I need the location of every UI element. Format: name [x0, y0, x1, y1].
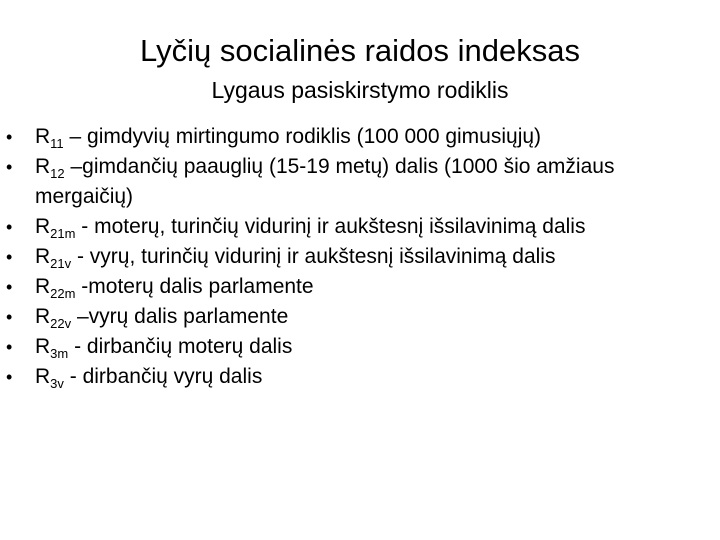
bullet-icon: • — [6, 307, 13, 327]
bullet-list — [0, 122, 720, 392]
bullet-item — [0, 152, 720, 212]
indicator-description: – gimdyvių mirtingumo rodiklis (100 000 gimusiųjų) — [63, 125, 542, 148]
indicator-description: -moterų dalis parlamente — [75, 275, 314, 298]
bullet-icon: • — [6, 247, 13, 267]
indicator-subscript: 3v — [50, 376, 64, 391]
indicator-description: –gimdančių paauglių (15-19 metų) dalis (1000 šio amžiaus mergaičių) — [35, 155, 615, 208]
slide-title: Lyčių socialinės raidos indeksas — [140, 33, 580, 68]
indicator-symbol: R — [35, 275, 51, 298]
indicator-subscript: 3m — [50, 346, 69, 361]
indicator-symbol: R — [35, 245, 51, 268]
indicator-description: - moterų, turinčių vidurinį ir aukštesnį išsilavinimą dalis — [75, 215, 586, 238]
indicator-symbol: R — [35, 335, 51, 358]
indicator-description: –vyrų dalis parlamente — [71, 305, 289, 328]
bullet-icon: • — [6, 367, 13, 387]
bullet-icon: • — [6, 217, 13, 237]
bullet-icon: • — [6, 157, 13, 177]
bullet-item — [0, 272, 720, 302]
indicator-description: - dirbančių moterų dalis — [68, 335, 293, 358]
indicator-symbol: R — [35, 215, 51, 238]
indicator-subscript: 11 — [50, 136, 64, 151]
indicator-symbol: R — [35, 365, 51, 388]
indicator-description: - dirbančių vyrų dalis — [63, 365, 263, 388]
bullet-icon: • — [6, 127, 13, 147]
indicator-subscript: 21m — [50, 226, 76, 241]
bullet-icon: • — [6, 337, 13, 357]
bullet-item — [0, 302, 720, 332]
indicator-symbol: R — [35, 125, 51, 148]
bullet-item — [0, 242, 720, 272]
indicator-symbol: R — [35, 155, 51, 178]
bullet-item — [0, 362, 720, 392]
bullet-item — [0, 332, 720, 362]
bullet-item — [0, 122, 720, 152]
indicator-subscript: 12 — [50, 166, 65, 181]
indicator-subscript: 22m — [50, 286, 76, 301]
indicator-subscript: 21v — [50, 256, 72, 271]
bullet-item — [0, 212, 720, 242]
indicator-subscript: 22v — [50, 316, 72, 331]
indicator-symbol: R — [35, 305, 51, 328]
bullet-icon: • — [6, 277, 13, 297]
indicator-description: - vyrų, turinčių vidurinį ir aukštesnį išsilavinimą dalis — [71, 245, 556, 268]
slide-subtitle: Lygaus pasiskirstymo rodiklis — [211, 77, 509, 103]
